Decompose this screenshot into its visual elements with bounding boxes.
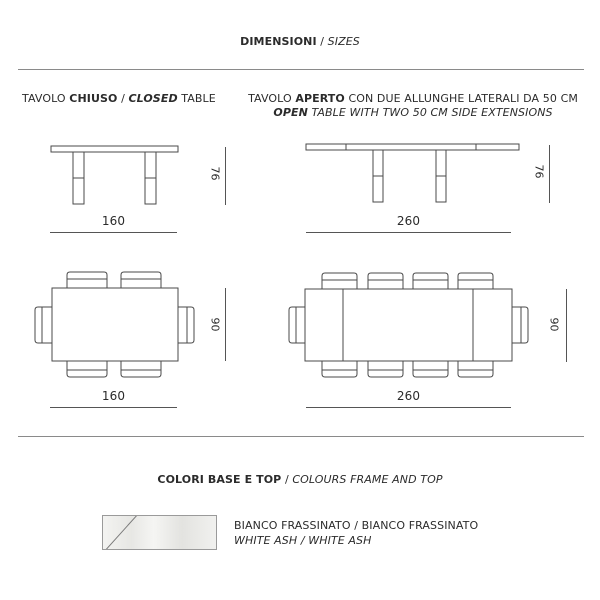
open-top-width-line <box>306 407 511 408</box>
middle-divider <box>18 436 584 437</box>
closed-side-width-line <box>50 232 177 233</box>
colour-item-en: WHITE ASH / WHITE ASH <box>234 534 372 547</box>
open-top-view <box>289 273 528 377</box>
closed-top-view <box>35 272 194 377</box>
closed-side-height: 76 <box>208 166 222 181</box>
closed-top-depth: 90 <box>208 317 222 332</box>
open-table-label: TAVOLO APERTO CON DUE ALLUNGHE LATERALI DA 50 CM <box>248 92 578 105</box>
open-table-label-en: OPEN TABLE WITH TWO 50 CM SIDE EXTENSIONS <box>273 106 553 119</box>
colours-title: COLORI BASE E TOP / COLOURS FRAME AND TOP <box>157 473 443 486</box>
closed-side-height-line <box>225 147 226 205</box>
title-italic: SIZES <box>327 35 360 48</box>
closed-table-label: TAVOLO CHIUSO / CLOSED TABLE <box>22 92 216 105</box>
open-side-height: 76 <box>532 164 546 179</box>
closed-top-width: 160 <box>101 389 126 403</box>
closed-top-width-line <box>50 407 177 408</box>
closed-top-depth-line <box>225 288 226 361</box>
closed-side-width: 160 <box>101 214 126 228</box>
title-sep: / <box>316 35 328 48</box>
open-top-width: 260 <box>396 389 421 403</box>
open-side-width: 260 <box>396 214 421 228</box>
open-side-view <box>306 144 519 202</box>
open-top-depth-line <box>566 289 567 362</box>
colour-item-it: BIANCO FRASSINATO / BIANCO FRASSINATO <box>234 519 479 532</box>
open-side-height-line <box>549 145 550 203</box>
closed-side-view <box>51 146 178 204</box>
open-side-width-line <box>306 232 511 233</box>
white-ash-swatch <box>102 515 217 550</box>
title-bold: DIMENSIONI <box>240 35 317 48</box>
open-top-depth: 90 <box>547 317 561 332</box>
